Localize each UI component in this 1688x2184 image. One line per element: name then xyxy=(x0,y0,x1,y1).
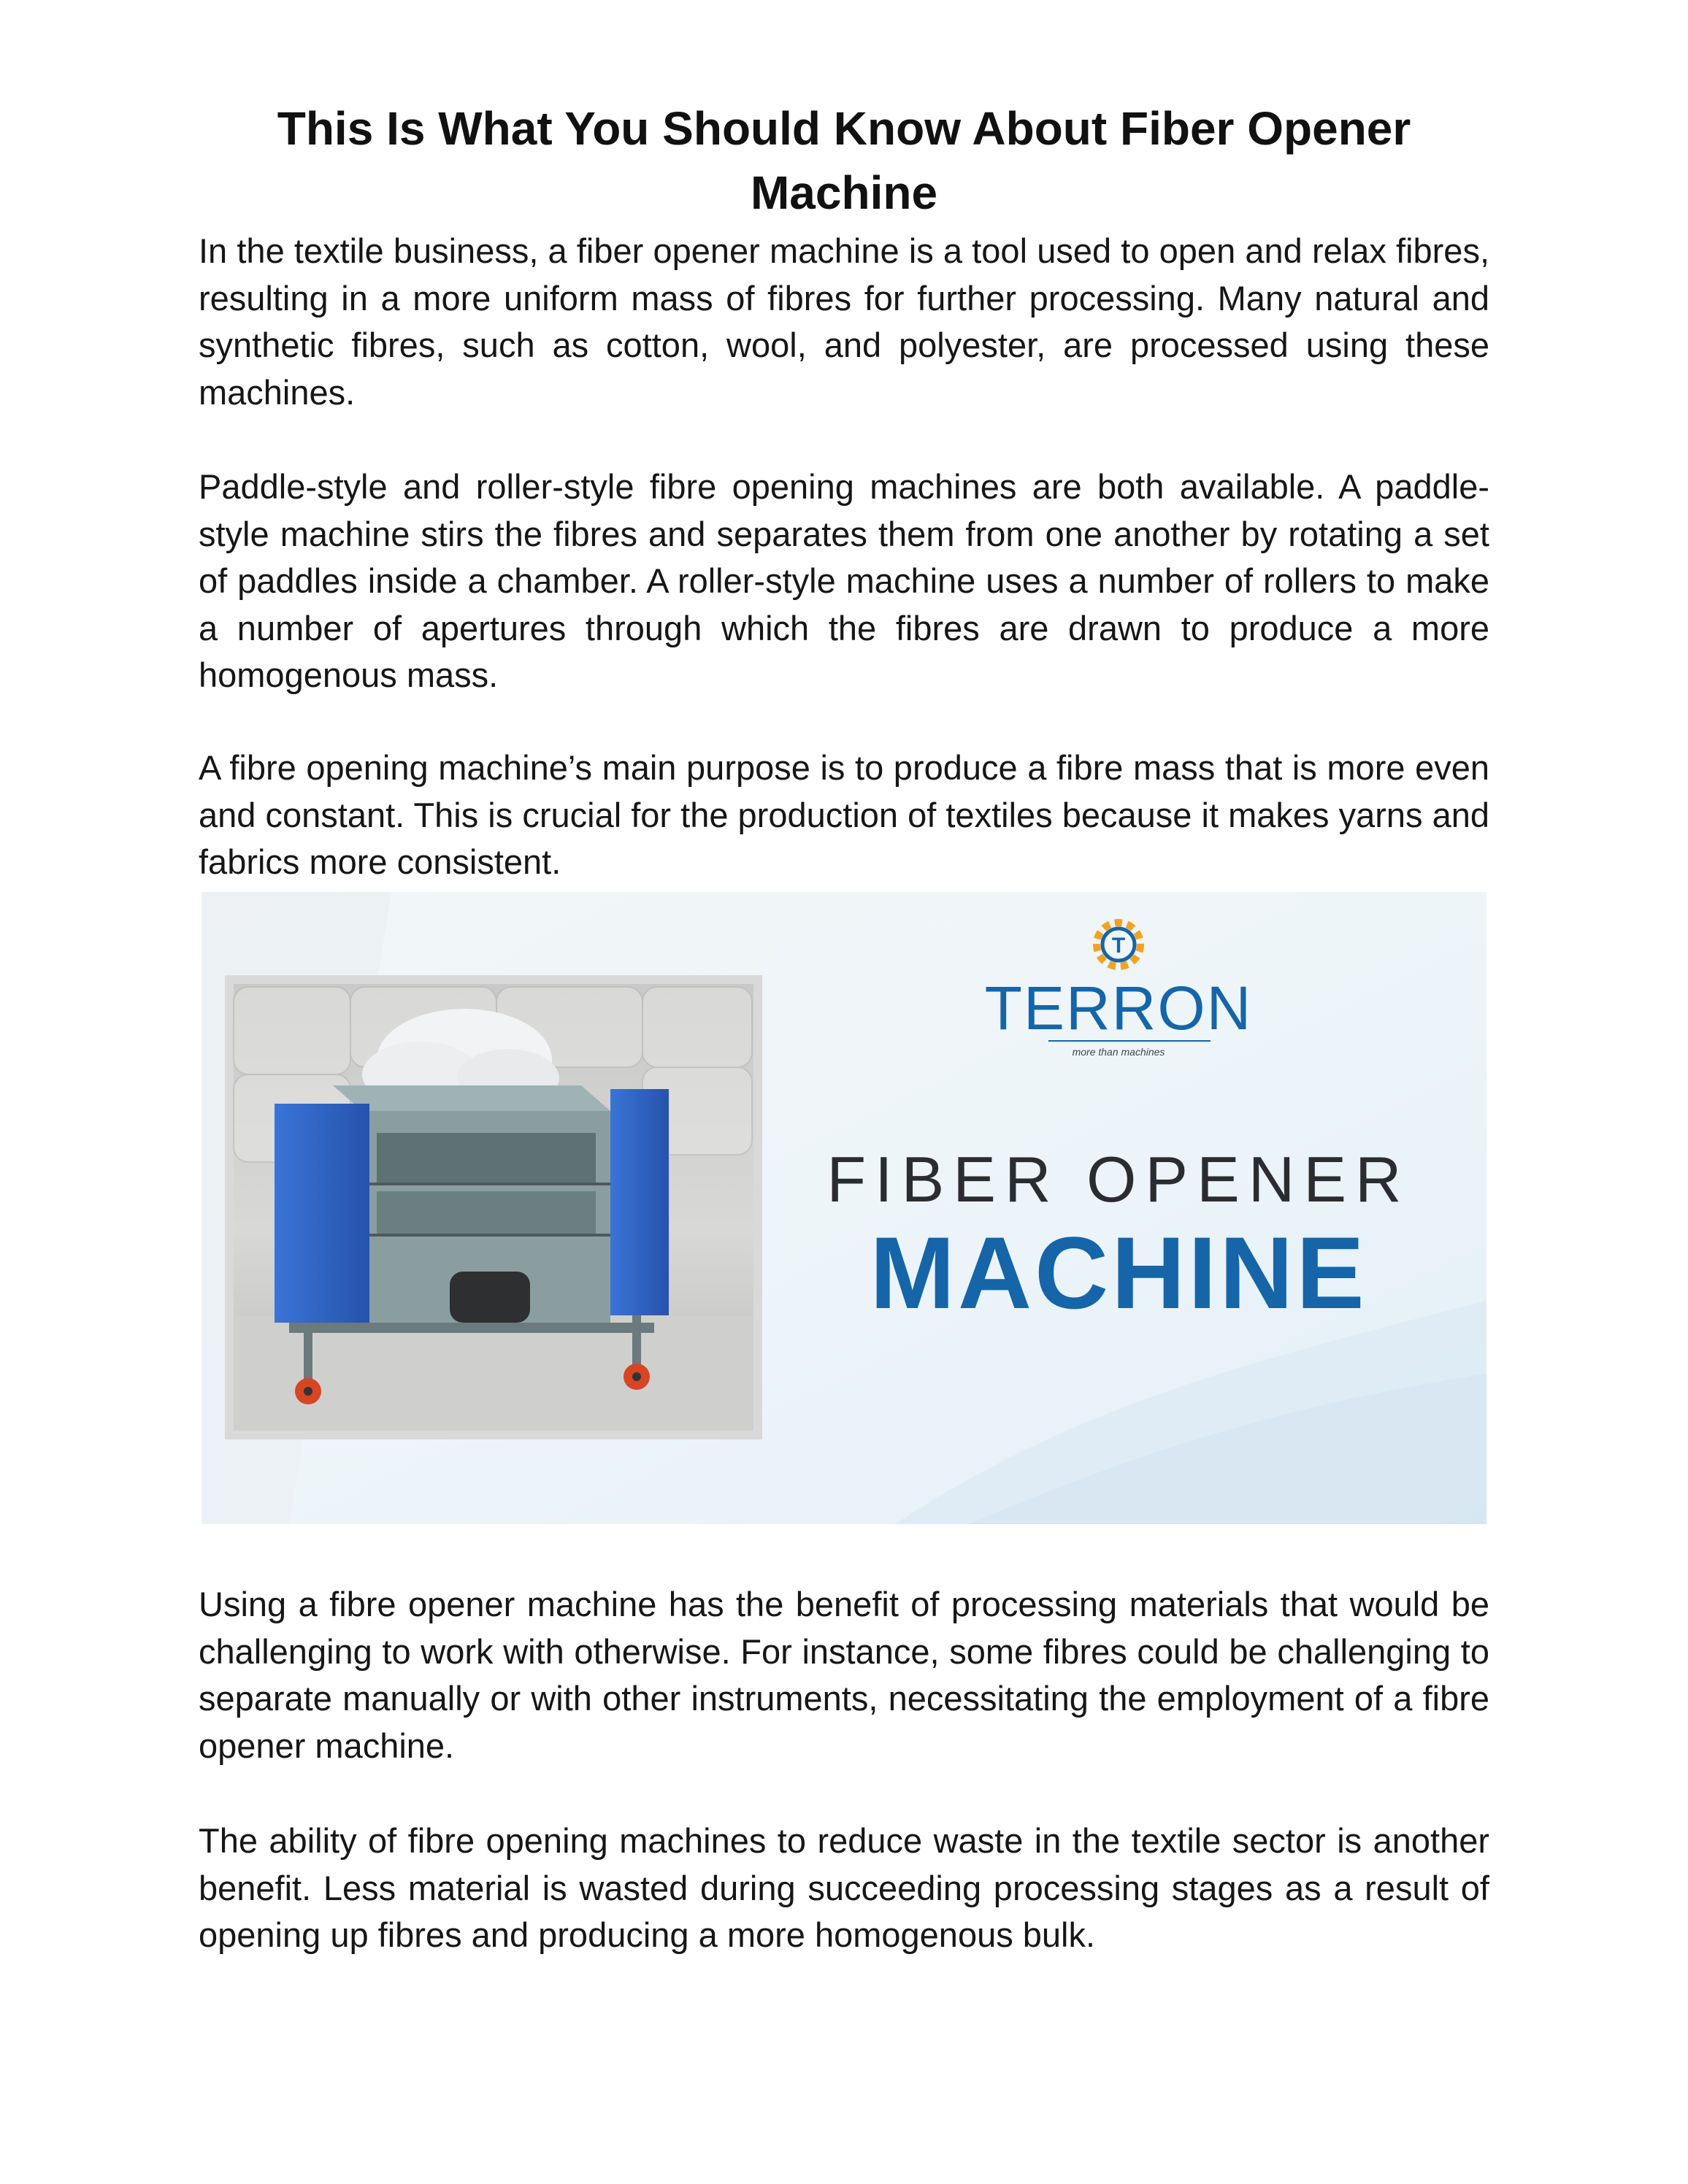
paragraph-benefit-waste: The ability of fibre opening machines to reduce waste in the textile sector is another benefit. Less material is wasted during succeeding processing stages as a result of opening up fibres and producing a more homogenous bulk. xyxy=(199,1821,1489,1954)
paragraph-machine-types: Paddle-style and roller-style fibre opening machines are both available. A paddle-style machine stirs the fibres and separates them from one another by rotating a set of paddles inside a chamber. A roller-style machine uses a number of rollers to make a number of apertures through which the fibres are drawn to produce a more homogenous mass. xyxy=(199,467,1489,694)
logo-letter: T xyxy=(1111,934,1126,958)
product-banner-image xyxy=(202,892,1486,1524)
banner-heading-line1: FIBER OPENER xyxy=(826,1143,1411,1215)
paragraph-benefit-processing: Using a fibre opener machine has the benefit of processing materials that would be challenging to work with otherwise. For instance, some fibres could be challenging to separate manually or with other instruments, necessitating the employment of a fibre opener machine. xyxy=(199,1585,1489,1765)
paragraph-intro: In the textile business, a fiber opener machine is a tool used to open and relax fibres, resulting in a more uniform mass of fibres for further processing. Many natural and synthetic fibres, such as cotton, wool, and polyester, are processed using these machines. xyxy=(199,231,1489,412)
banner-heading-line2: MACHINE xyxy=(870,1215,1367,1330)
brand-name: TERRON xyxy=(984,974,1253,1042)
page-title: This Is What You Should Know About Fiber Opener Machine xyxy=(277,102,1411,219)
paragraph-main-purpose: A fibre opening machine’s main purpose is to produce a fibre mass that is more even and constant. This is crucial for the production of textiles because it makes yarns and fabrics more consistent. xyxy=(199,748,1489,881)
brand-tagline: more than machines xyxy=(1072,1046,1165,1058)
